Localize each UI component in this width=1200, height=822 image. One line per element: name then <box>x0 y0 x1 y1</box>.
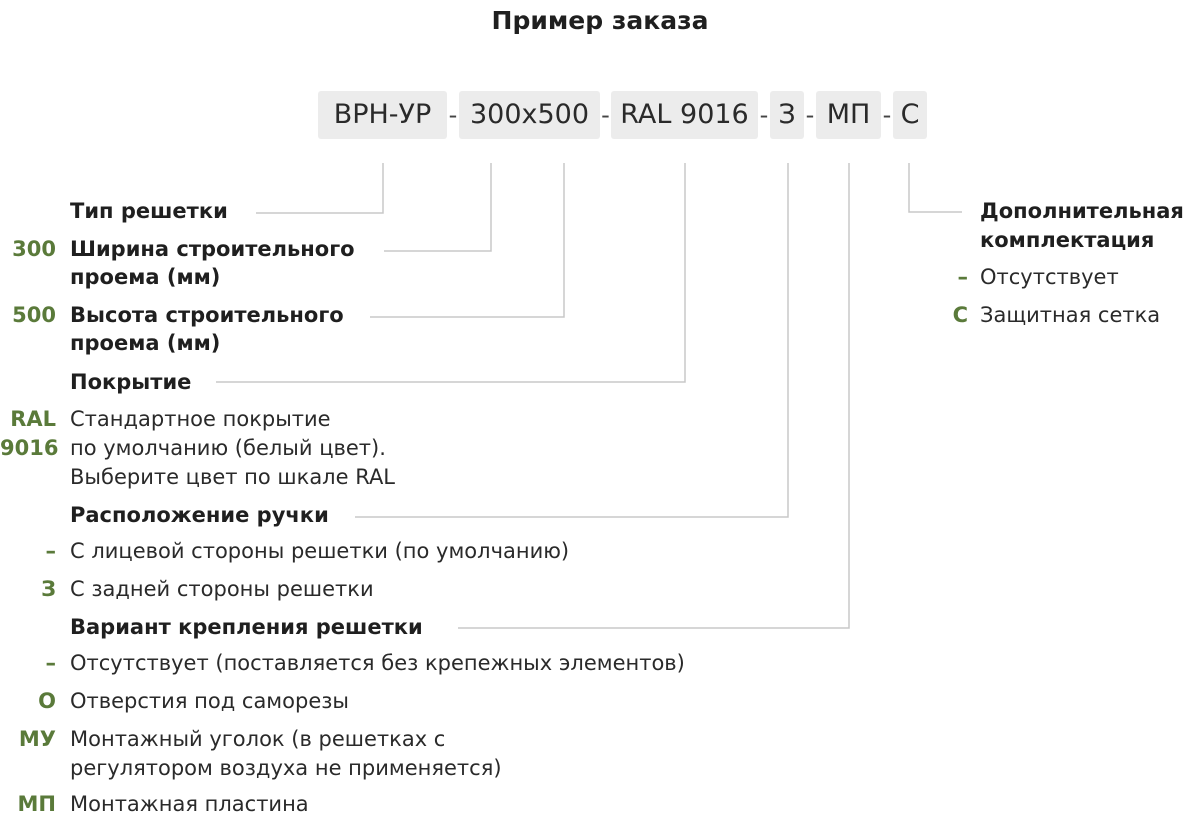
code-separator: - <box>882 101 892 129</box>
mounting-option-code: О <box>38 689 56 713</box>
handle-option-text: С задней стороны решетки <box>70 577 374 601</box>
mounting-option-text: Монтажная пластина <box>70 792 309 816</box>
extras-option-code: – <box>957 265 968 289</box>
code-separator: - <box>448 101 458 129</box>
width-heading-line1: Ширина строительного <box>70 237 355 261</box>
mounting-option-text-line1: Монтажный уголок (в решетках с <box>70 727 446 751</box>
connector-width <box>384 163 491 251</box>
grille-type-heading: Тип решетки <box>70 199 228 223</box>
extras-option-text: Отсутствует <box>980 265 1119 289</box>
code-separator: - <box>601 101 610 129</box>
mounting-heading: Вариант крепления решетки <box>70 615 423 639</box>
handle-option-code: З <box>41 577 56 601</box>
page-title: Пример заказа <box>491 6 709 35</box>
coating-code-line1: RAL <box>10 407 56 431</box>
connector-handle <box>355 163 788 517</box>
connector-height <box>370 163 564 317</box>
extras-option-code: С <box>952 303 968 327</box>
coating-heading: Покрытие <box>70 370 192 394</box>
width-code: 300 <box>12 237 56 261</box>
mounting-option-text: Отсутствует (поставляется без крепежных элементов) <box>70 651 685 675</box>
connector-grille-type <box>256 163 383 213</box>
width-heading-line2: проема (мм) <box>70 265 221 289</box>
code-separator: - <box>805 101 815 129</box>
code-segment-mounting: МП <box>816 91 881 139</box>
mounting-option-code: МУ <box>18 727 56 751</box>
mounting-option-code: – <box>45 651 56 675</box>
coating-desc-line1: Стандартное покрытие <box>70 407 331 431</box>
coating-desc-line3: Выберите цвет по шкале RAL <box>70 465 396 489</box>
code-segment-coating: RAL 9016 <box>611 91 758 139</box>
height-heading-line1: Высота строительного <box>70 303 344 327</box>
connector-coating <box>216 163 685 382</box>
coating-code-line2: 9016 <box>0 436 59 460</box>
handle-option-text: С лицевой стороны решетки (по умолчанию) <box>70 539 570 563</box>
mounting-option-code: МП <box>17 792 56 816</box>
mounting-option-text: Отверстия под саморезы <box>70 689 349 713</box>
height-code: 500 <box>12 303 56 327</box>
coating-desc-line2: по умолчанию (белый цвет). <box>70 436 386 460</box>
connector-extras <box>909 163 962 212</box>
extras-heading-line2: комплектация <box>980 228 1155 252</box>
code-segment-extras: С <box>893 91 927 139</box>
extras-heading-line1: Дополнительная <box>980 199 1184 223</box>
code-separator: - <box>759 101 769 129</box>
handle-option-code: – <box>45 539 56 563</box>
mounting-option-text-line2: регулятором воздуха не применяется) <box>70 756 502 780</box>
handle-heading: Расположение ручки <box>70 503 329 527</box>
code-segment-size: 300х500 <box>459 91 600 139</box>
height-heading-line2: проема (мм) <box>70 331 221 355</box>
extras-option-text: Защитная сетка <box>980 303 1161 327</box>
code-segment-type: ВРН-УР <box>318 91 447 139</box>
code-segment-handle: З <box>770 91 804 139</box>
